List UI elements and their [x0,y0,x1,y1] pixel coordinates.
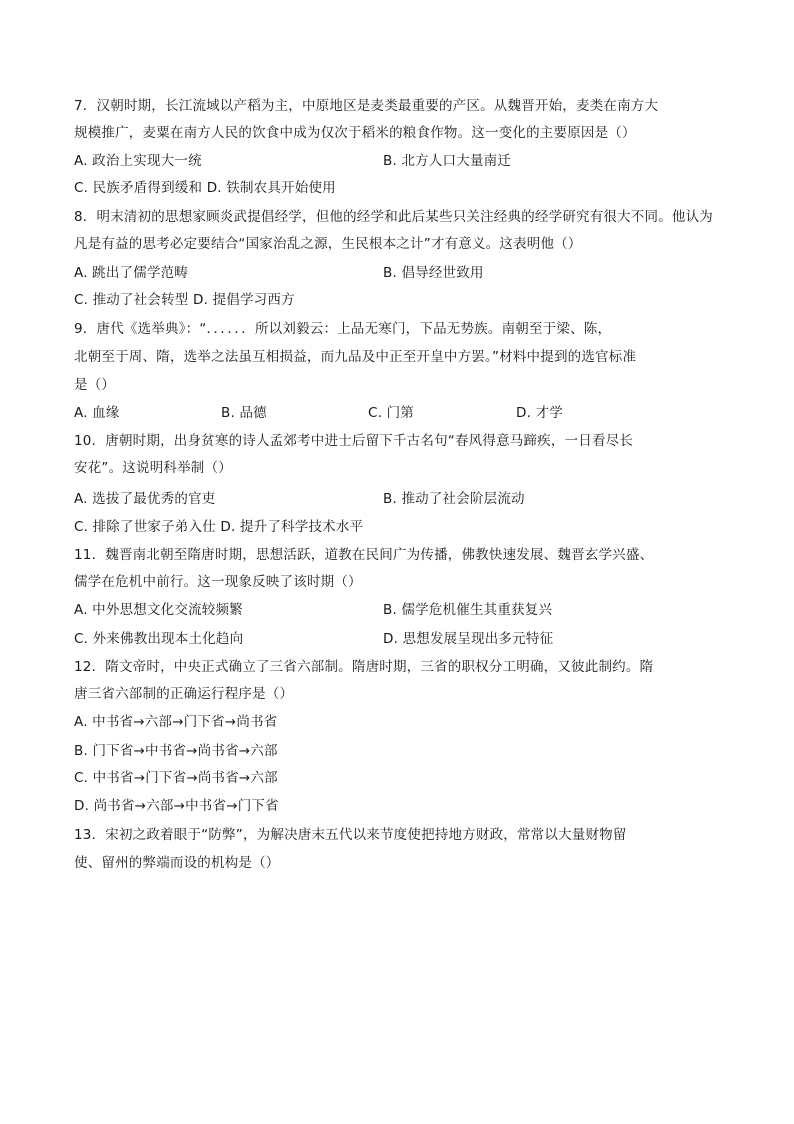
q10-option-a: A. 选拔了最优秀的官吏 [74,491,216,507]
q11-option-d: D. 思想发展呈现出多元特征 [383,631,554,647]
q8-option-b: B. 倡导经世致用 [383,265,484,281]
q10-stem-line1: 10．唐朝时期，出身贫寒的诗人孟郊考中进士后留下千古名句“春风得意马蹄疾，一日看尽长 [74,433,634,449]
q7-stem-line1: 7．汉朝时期，长江流域以产稻为主，中原地区是麦类最重要的产区。从魏晋开始，麦类在南方大 [74,98,659,114]
q10-option-c-d: C. 排除了世家子弟入仕 D. 提升了科学技术水平 [74,519,364,535]
q8-stem-line2: 凡是有益的思考必定要结合“国家治乱之源，生民根本之计”才有意义。这表明他（） [74,236,582,252]
q8-option-c-d: C. 推动了社会转型 D. 提倡学习西方 [74,292,295,308]
q10-option-b: B. 推动了社会阶层流动 [383,491,525,507]
q7-option-b: B. 北方人口大量南迁 [383,153,512,169]
q13-stem-line1: 13．宋初之政着眼于“防弊”，为解决唐末五代以来节度使把持地方财政，常常以大量财物留 [74,827,627,843]
q12-stem-line2: 唐三省六部制的正确运行程序是（） [74,686,294,702]
q9-option-a: A. 血缘 [74,405,120,421]
q11-stem-line1: 11．魏晋南北朝至隋唐时期，思想活跃，道教在民间广为传播，佛教快速发展、魏晋玄学兴盛、 [74,547,654,563]
q8-stem-line1: 8．明末清初的思想家顾炎武提倡经学，但他的经学和此后某些只关注经典的经学研究有很大不同。他认为 [74,209,713,225]
q12-option-b: B. 门下省→中书省→尚书省→六部 [74,743,278,759]
q7-option-a: A. 政治上实现大一统 [74,153,202,169]
q9-stem-line2: 北朝至于周、隋，选举之法虽互相损益，而九品及中正至开皇中方罢。”材料中提到的选官标准 [74,349,637,365]
q11-stem-line2: 儒学在危机中前行。这一现象反映了该时期（） [74,574,362,590]
q7-stem-line2: 规模推广，麦粟在南方人民的饮食中成为仅次于稻米的粮食作物。这一变化的主要原因是（） [74,125,636,141]
q9-option-c: C. 门第 [368,405,415,421]
q8-option-a: A. 跳出了儒学范畴 [74,265,189,281]
q12-option-a: A. 中书省→六部→门下省→尚书省 [74,714,278,730]
q7-option-c-d: C. 民族矛盾得到缓和 D. 铁制农具开始使用 [74,180,336,196]
q9-stem-line3: 是（） [74,377,116,393]
q9-option-d: D. 才学 [516,405,563,421]
q11-option-b: B. 儒学危机催生其重获复兴 [383,602,553,618]
q11-option-a: A. 中外思想文化交流较频繁 [74,602,243,618]
q12-option-c: C. 中书省→门下省→尚书省→六部 [74,770,278,786]
q9-stem-line1: 9．唐代《选举典》：“．．．．．．所以刘毅云：上品无寒门，下品无势族。南朝至于梁、陈， [74,321,612,337]
q10-stem-line2: 安花”。这说明科举制（） [74,460,232,476]
q9-option-b: B. 品德 [221,405,267,421]
q12-option-d: D. 尚书省→六部→中书省→门下省 [74,798,279,814]
q12-stem-line1: 12．隋文帝时，中央正式确立了三省六部制。隋唐时期，三省的职权分工明确，又彼此制约。隋 [74,659,654,675]
q13-stem-line2: 使、留州的弊端而设的机构是（） [74,855,280,871]
q11-option-c: C. 外来佛教出现本土化趋向 [74,631,244,647]
